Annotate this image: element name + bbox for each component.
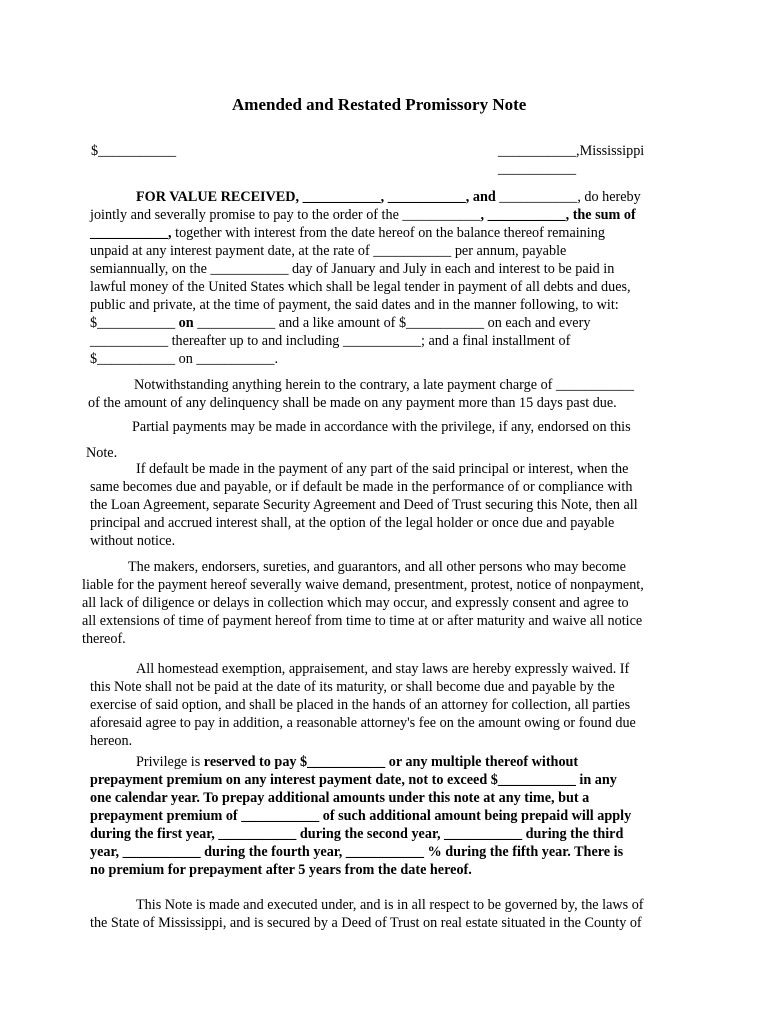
place-line: ___________ bbox=[498, 161, 577, 177]
text-line: ___________, together with interest from the date hereof on the balance thereof remaining bbox=[90, 225, 605, 241]
text-line: exercise of said option, and shall be placed in the hands of an attorney for collection, all parties bbox=[90, 697, 631, 713]
text-line: Notwithstanding anything herein to the contrary, a late payment charge of ___________ bbox=[134, 377, 634, 393]
paragraph-partial-payments bbox=[86, 414, 631, 466]
paragraph-default bbox=[90, 460, 638, 550]
text-line: the State of Mississippi, and is secured by a Deed of Trust on real estate situated in the County of bbox=[90, 915, 642, 931]
text-line: without notice. bbox=[90, 533, 176, 549]
text-line: The makers, endorsers, sureties, and guarantors, and all other persons who may become bbox=[128, 559, 626, 575]
paragraph-governing-law bbox=[90, 896, 644, 932]
text-line: all lack of diligence or delays in collection which may occur, and expressly consent and agree to bbox=[82, 595, 629, 611]
text-line: Partial payments may be made in accordance with the privilege, if any, endorsed on this bbox=[132, 419, 631, 435]
text-line: ___________ thereafter up to and including ___________; and a final installment of bbox=[90, 333, 571, 349]
text-line: principal and accrued interest shall, at the option of the legal holder or once due and payable bbox=[90, 515, 615, 531]
text-line: This Note is made and executed under, and is in all respect to be governed by, the laws of bbox=[136, 897, 644, 913]
text-line: all extensions of time of payment hereof from time to time at or after maturity and waive all notice bbox=[82, 613, 643, 629]
text-line: Privilege is reserved to pay $___________ or any multiple thereof without bbox=[136, 754, 579, 770]
paragraph-privilege bbox=[90, 753, 631, 879]
text-line: year, ___________ during the fourth year, ___________ % during the fifth year. There is bbox=[90, 844, 624, 860]
text-line: same becomes due and payable, or if default be made in the performance of or compliance with bbox=[90, 479, 633, 495]
text-line: this Note shall not be paid at the date of its maturity, or shall become due and payable by the bbox=[90, 679, 615, 695]
text-line: jointly and severally promise to pay to the order of the ___________, ___________, the sum of bbox=[90, 207, 636, 223]
text-line: public and private, at the time of payment, the said dates and in the manner following, to wit: bbox=[90, 297, 619, 313]
text-line: All homestead exemption, appraisement, and stay laws are hereby expressly waived. If bbox=[136, 661, 630, 677]
place-line: ___________,Mississippi bbox=[498, 143, 645, 159]
text-line: Note. bbox=[86, 445, 118, 461]
text-line: aforesaid agree to pay in addition, a reasonable attorney's fee on the amount owing or found due bbox=[90, 715, 636, 731]
text-line: unpaid at any interest payment date, at the rate of ___________ per annum, payable bbox=[90, 243, 567, 259]
text-line: If default be made in the payment of any part of the said principal or interest, when the bbox=[136, 461, 629, 477]
text-line: thereof. bbox=[82, 631, 126, 647]
paragraph-value-received bbox=[90, 188, 641, 368]
text-line: $___________ on ___________ and a like amount of $___________ on each and every bbox=[90, 315, 591, 331]
text-line: prepayment premium of ___________ of such additional amount being prepaid will apply bbox=[90, 808, 632, 824]
text-line: FOR VALUE RECEIVED, ___________, ___________, and ___________, do hereby bbox=[136, 189, 641, 205]
text-line: the Loan Agreement, separate Security Agreement and Deed of Trust securing this Note, then all bbox=[90, 497, 638, 513]
text-line: prepayment premium on any interest payment date, not to exceed $___________ in any bbox=[90, 772, 617, 788]
text-line: liable for the payment hereof severally waive demand, presentment, protest, notice of nonpayment, bbox=[82, 577, 644, 593]
paragraph-late-charge bbox=[88, 376, 634, 412]
document-title: Amended and Restated Promissory Note bbox=[232, 95, 527, 114]
text-line: hereon. bbox=[90, 733, 133, 749]
text-line: no premium for prepayment after 5 years from the date hereof. bbox=[90, 862, 472, 878]
text-line: of the amount of any delinquency shall be made on any payment more than 15 days past due. bbox=[88, 395, 617, 411]
header-amount: $___________ bbox=[91, 143, 177, 159]
paragraph-homestead bbox=[90, 660, 636, 750]
text-line: one calendar year. To prepay additional amounts under this note at any time, but a bbox=[90, 790, 590, 806]
text-line: semiannually, on the ___________ day of January and July in each and interest to be paid in bbox=[90, 261, 615, 277]
header-place bbox=[498, 142, 644, 178]
text-line: $___________ on ___________. bbox=[90, 351, 278, 367]
text-line: during the first year, ___________ during the second year, ___________ during the third bbox=[90, 826, 624, 842]
text-line: lawful money of the United States which shall be legal tender in payment of all debts and dues, bbox=[90, 279, 631, 295]
paragraph-waiver bbox=[82, 558, 644, 648]
